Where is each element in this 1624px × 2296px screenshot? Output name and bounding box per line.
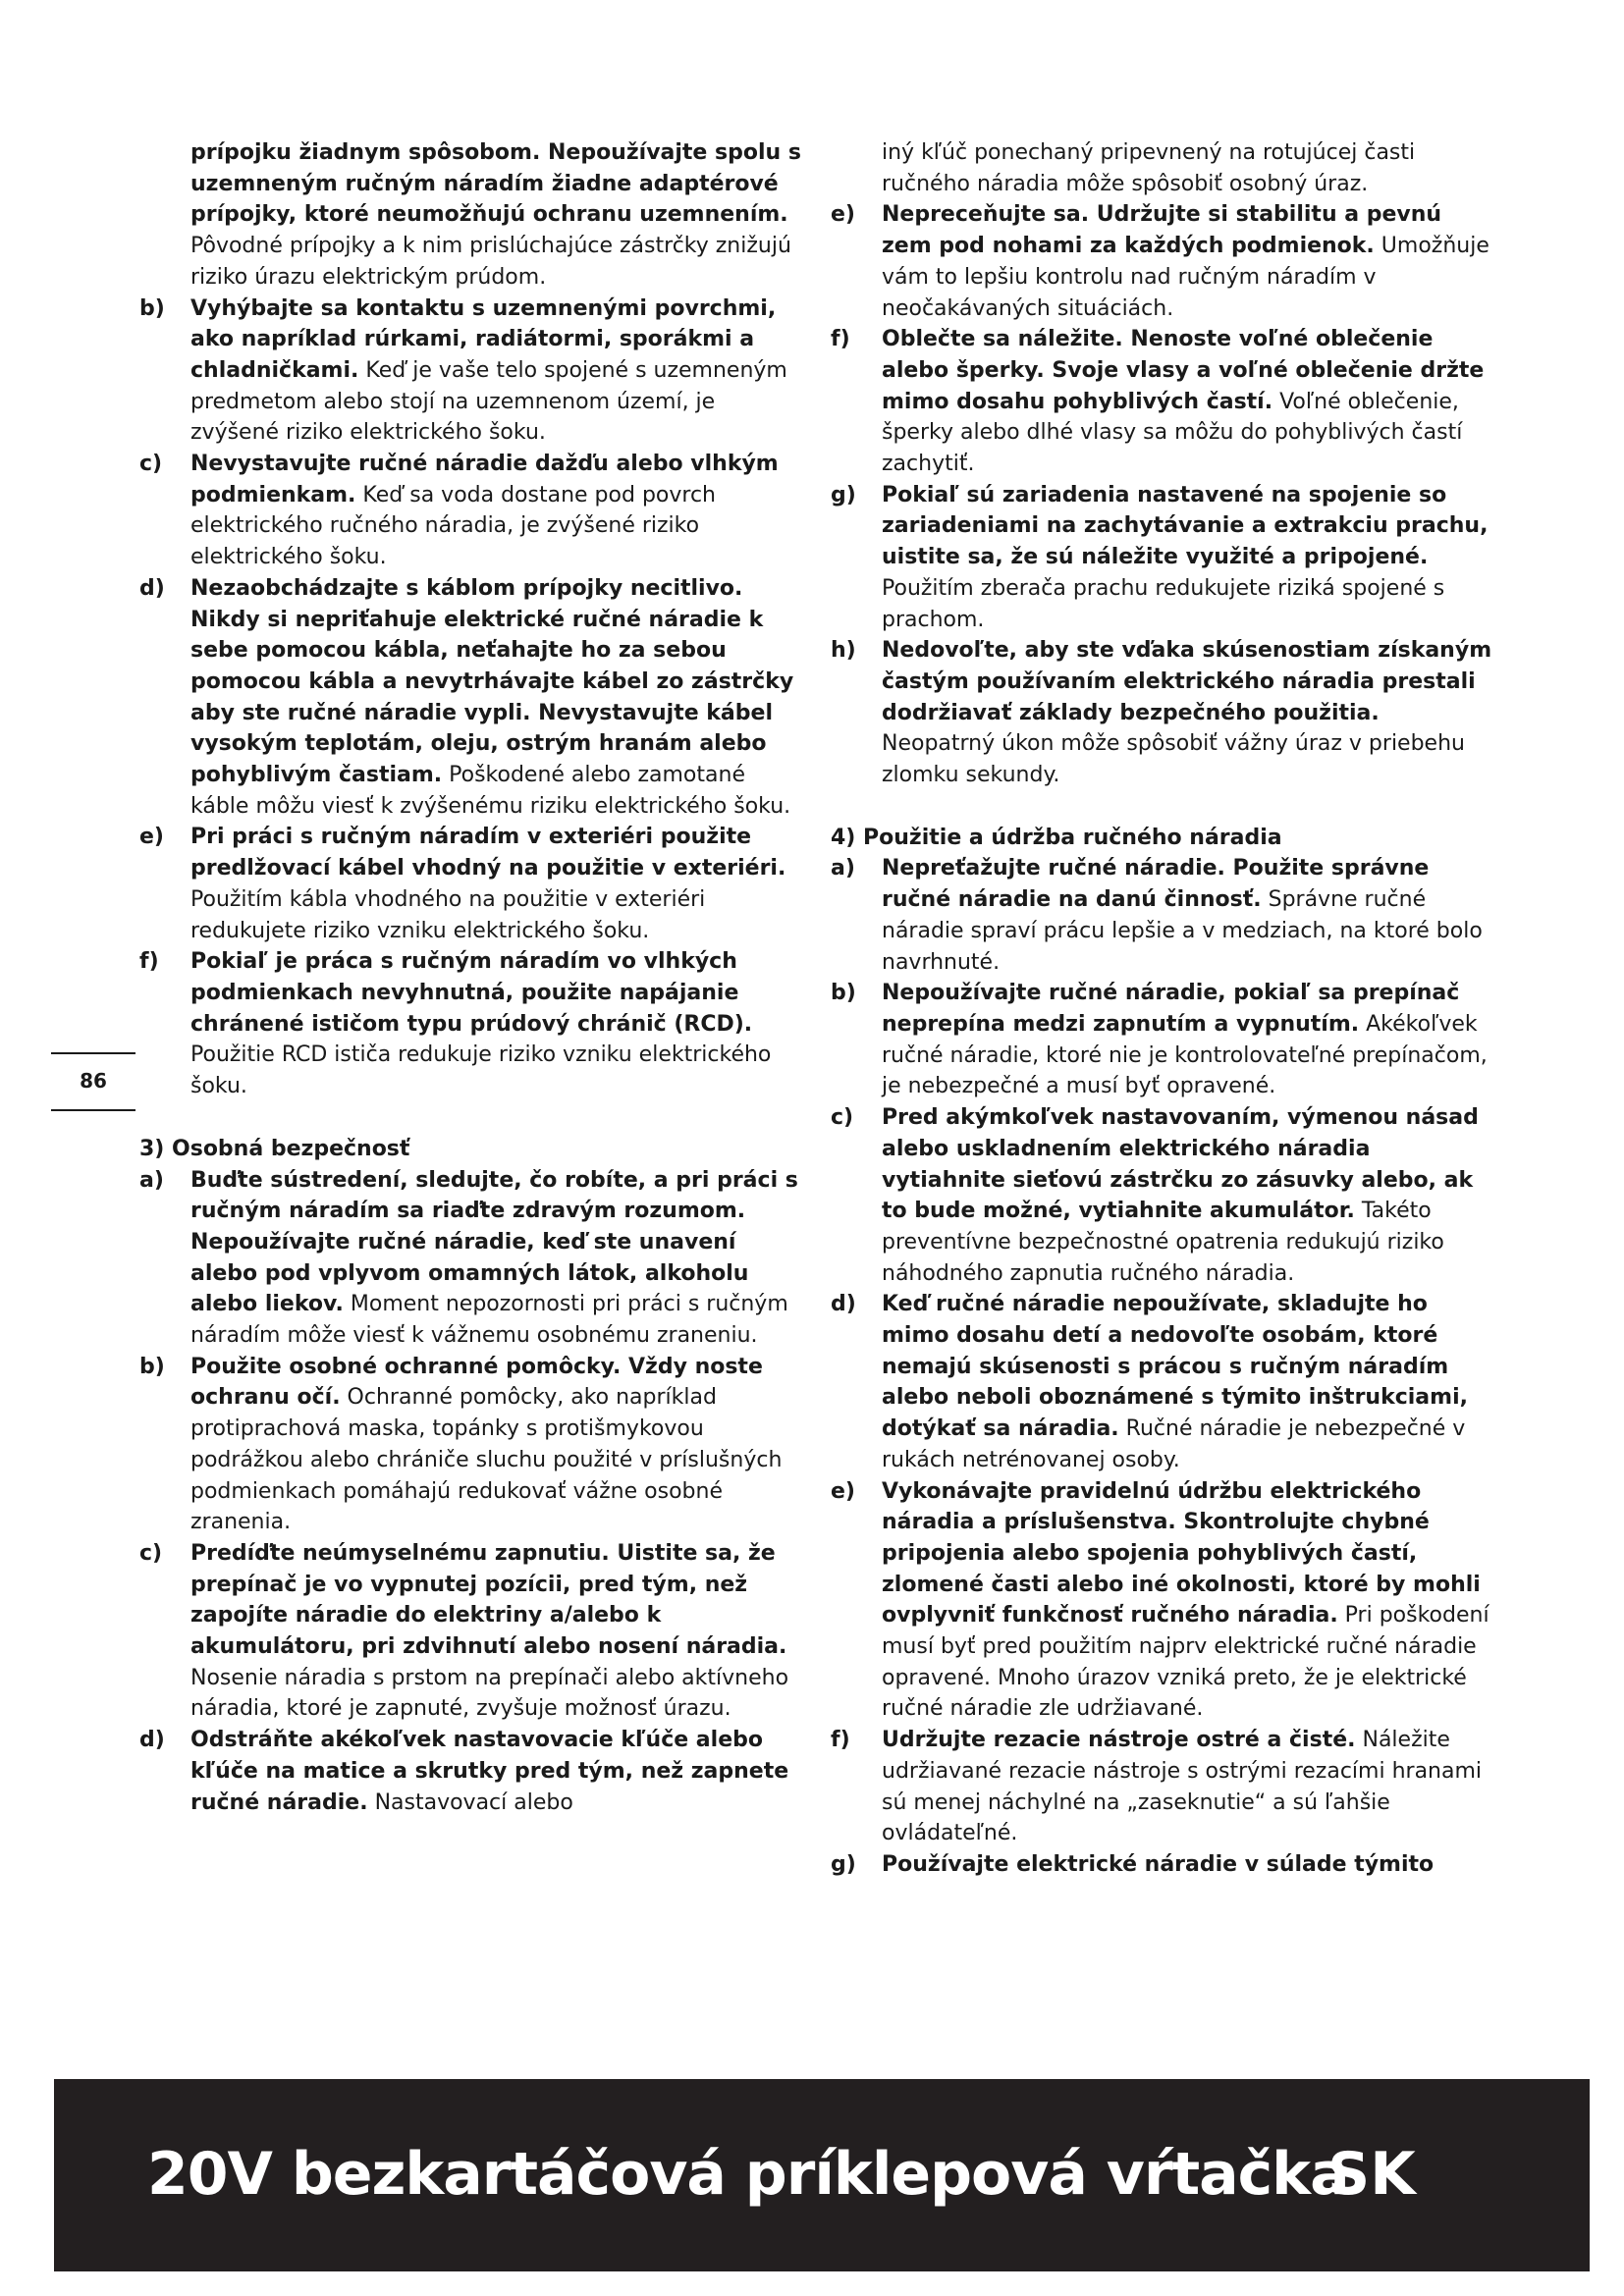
item-text: Keď sa voda dostane pod povrch elektrického ručného náradia, je zvýšené riziko elektrického šoku. [190,482,716,570]
left-continuation [139,137,807,294]
item-personal-c [139,1538,807,1725]
item-electrical-c [139,449,807,573]
page-number-rule-top [51,1052,135,1054]
item-text: Akékoľvek ručné náradie, ktoré nie je kontrolovateľné prepínačom, je nebezpečné a musí byť opravené. [882,1011,1488,1099]
item-bold: Použite osobné ochranné pomôcky. Vždy noste ochranu očí. [190,1354,763,1411]
item-bold: Oblečte sa náležite. Nenoste voľné oblečenie alebo šperky. Svoje vlasy a voľné oblečenie držte mimo dosahu pohyblivých častí. [882,327,1485,414]
item-label: c) [139,1540,163,1566]
item-label: f) [831,1728,850,1753]
item-text: Takéto preventívne bezpečnostné opatrenia redukujú riziko náhodného zapnutia ručného náradia. [882,1199,1444,1286]
right-continuation-text: iný kľúč ponechaný pripevnený na rotujúcej časti ručného náradia môže spôsobiť osobný úraz. [882,140,1416,196]
item-personal-d [139,1725,807,1818]
item-personal-f [831,324,1498,480]
item-label: b) [139,1354,165,1379]
item-text: Poškodené alebo zamotané káble môžu viesť k zvýšenému riziku elektrického šoku. [190,763,791,819]
item-text: Nastavovací alebo [367,1789,573,1815]
item-electrical-e [139,822,807,946]
left-column [139,137,807,1818]
section-heading-tool-use: 4) Použitie a údržba ručného náradia [831,825,1282,850]
item-bold: Nezaobchádzajte s káblom prípojky necitlivo. Nikdy si nepriťahuje elektrické ručné náradie k sebe pomocou kábla, neťahajte ho za sebou pomocou kábla a nevytrhávajte kábel zo zástrčky aby ste ručné náradie vypli. Nevystavujte kábel vysokým teplotám, oleju, ostrým hranám alebo pohyblivým častiam. [190,575,794,788]
item-label: e) [831,1478,855,1504]
item-bold: Udržujte rezacie nástroje ostré a čisté. [882,1728,1356,1753]
left-continuation-bold: prípojku žiadnym spôsobom. Nepoužívajte spolu s uzemneným ručným náradím žiadne adaptérové prípojky, ktoré neumožňujú ochranu uzemnením. [190,140,801,228]
item-bold: Vyhýbajte sa kontaktu s uzemnenými povrchmi, ako napríklad rúrkami, radiátormi, sporákmi a chladničkami. [190,295,777,383]
item-label: a) [831,856,855,881]
item-tool-e [831,1476,1498,1726]
item-electrical-d [139,573,807,823]
item-label: a) [139,1167,164,1193]
item-text: Použitím zberača prachu redukujete riziká spojené s prachom. [882,575,1445,632]
item-bold: Buďte sústredení, sledujte, čo robíte, a pri práci s ručným náradím sa riaďte zdravým rozumom. Nepoužívajte ručné náradie, keď ste unavení alebo pod vplyvom omamných látok, alkoholu alebo liekov. [190,1167,798,1317]
item-label: d) [139,1728,165,1753]
item-electrical-f [139,946,807,1102]
item-personal-h [831,635,1498,791]
item-bold: Pri práci s ručným náradím v exteriéri použite predlžovací kábel vhodný na použitie v exteriéri. [190,825,786,881]
section-heading-personal-safety: 3) Osobná bezpečnosť [139,1136,410,1161]
item-label: f) [831,327,850,352]
item-bold: Odstráňte akékoľvek nastavovacie kľúče alebo kľúče na matice a skrutky pred tým, než zapnete ručné náradie. [190,1728,789,1815]
item-label: c) [831,1105,854,1131]
item-label: d) [831,1292,856,1317]
left-continuation-text: Pôvodné prípojky a k nim prislúchajúce zástrčky znižujú riziko úrazu elektrickým prúdom. [190,234,791,290]
item-bold: Nepreceňujte sa. Udržujte si stabilitu a pevnú zem pod nohami za každých podmienok. [882,202,1442,259]
item-label: f) [139,949,159,975]
item-bold: Vykonávajte pravidelnú údržbu elektrického náradia a príslušenstva. Skontrolujte chybné pripojenia alebo spojenia pohyblivých častí, zlomené časti alebo iné okolnosti, ktoré by mohli ovplyvniť funkčnosť ručného náradia. [882,1478,1481,1629]
footer-language-code: SK [1327,2140,1416,2209]
item-text: Pri poškodení musí byť pred použitím najprv elektrické ručné náradie opravené. Mnoho úrazov vzniká preto, že je elektrické ručné náradie zle udržiavané. [882,1603,1489,1722]
item-label: d) [139,575,165,601]
item-personal-e [831,199,1498,324]
item-bold: Nepoužívajte ručné náradie, pokiaľ sa prepínač neprepína medzi zapnutím a vypnutím. [882,981,1460,1037]
item-text: Neopatrný úkon môže spôsobiť vážny úraz v priebehu zlomku sekundy. [882,731,1465,788]
item-bold: Nepreťažujte ručné náradie. Použite správne ručné náradie na danú činnosť. [882,856,1430,913]
item-text: Ochranné pomôcky, ako napríklad protiprachová maska, topánky s protišmykovou podrážkou alebo chrániče sluchu použité v príslušných podmienkach pomáhajú redukovať vážne osobné zranenia. [190,1385,783,1535]
page-number: 86 [80,1069,107,1093]
item-bold: Nevystavujte ručné náradie dažďu alebo vlhkým podmienkam. [190,452,779,507]
item-tool-b [831,978,1498,1102]
item-tool-d [831,1289,1498,1475]
item-text: Voľné oblečenie, šperky alebo dlhé vlasy sa môžu do pohyblivých častí zachytiť. [882,389,1463,477]
right-column [831,137,1498,1881]
item-personal-b [139,1352,807,1538]
item-tool-f [831,1725,1498,1849]
item-label: e) [139,825,164,850]
item-text: Umožňuje vám to lepšiu kontrolu nad ručným náradím v neočakávaných situáciách. [882,234,1489,321]
item-text: Nosenie náradia s prstom na prepínači alebo aktívneho náradia, ktoré je zapnuté, zvyšuje možnosť úrazu. [190,1665,789,1722]
item-bold: Používajte elektrické náradie v súlade týmito [882,1851,1435,1877]
item-tool-a [831,853,1498,978]
item-text: Použitím kábla vhodného na použitie v exteriéri redukujete riziko vzniku elektrického šoku. [190,886,706,943]
item-text: Keď je vaše telo spojené s uzemneným predmetom alebo stojí na uzemnenom území, je zvýšené riziko elektrického šoku. [190,357,787,446]
item-tool-c [831,1102,1498,1289]
item-label: b) [139,295,165,321]
item-bold: Predíďte neúmyselnému zapnutiu. Uistite sa, že prepínač je vo vypnutej pozícii, pred tým, než zapojíte náradie do elektriny a/alebo k akumulátoru, pri zdvihnutí alebo nosení náradia. [190,1540,787,1660]
page-number-marker [51,1052,135,1111]
item-bold: Pred akýmkoľvek nastavovaním, výmenou násad alebo uskladnením elektrického náradia vytiahnite sieťovú zástrčku zo zásuvky alebo, ak to bude možné, vytiahnite akumulátor. [882,1105,1479,1224]
item-bold: Pokiaľ je práca s ručným náradím vo vlhkých podmienkach nevyhnutná, použite napájanie chránené ističom typu prúdový chránič (RCD). [190,949,753,1037]
spacer [831,791,1498,823]
item-text: Náležite udržiavané rezacie nástroje s ostrými rezacími hranami sú menej náchylné na „zaseknutie“ a sú ľahšie ovládateľné. [882,1728,1483,1846]
item-text: Moment nepozornosti pri práci s ručným náradím môže viesť k vážnemu osobnému zraneniu. [190,1292,788,1349]
item-label: b) [831,981,856,1006]
item-text: Správne ručné náradie spraví prácu lepšie a v medziach, na ktoré bolo navrhnuté. [882,887,1483,975]
item-label: c) [139,452,163,477]
item-label: g) [831,482,856,507]
item-electrical-b [139,294,807,450]
item-label: e) [831,202,855,228]
footer-product-title: 20V bezkartáčová príklepová vŕtačka [147,2140,1349,2209]
item-tool-g [831,1849,1498,1881]
item-text: Použitie RCD ističa redukuje riziko vzniku elektrického šoku. [190,1042,772,1099]
item-bold: Pokiaľ sú zariadenia nastavené na spojenie so zariadeniami na zachytávanie a extrakciu prachu, uistite sa, že sú náležite využité a pripojené. [882,482,1489,570]
item-label: g) [831,1851,856,1877]
item-text: Ručné náradie je nebezpečné v rukách netrénovanej osoby. [882,1416,1466,1472]
page-number-rule-bottom [51,1109,135,1111]
item-bold: Nedovoľte, aby ste vďaka skúsenostiam získaným častým používaním elektrického náradia prestali dodržiavať základy bezpečného použitia. [882,638,1492,725]
item-personal-g [831,480,1498,636]
item-label: h) [831,638,856,664]
item-personal-a [139,1165,807,1352]
item-bold: Keď ručné náradie nepoužívate, skladujte ho mimo dosahu detí a nedovoľte osobám, ktoré nemajú skúsenosti s prácou s ručným náradím alebo neboli oboznámené s týmito inštrukciami, dotýkať sa náradia. [882,1292,1468,1442]
footer-bar [54,2079,1590,2271]
spacer [139,1102,807,1134]
right-continuation [831,137,1498,199]
